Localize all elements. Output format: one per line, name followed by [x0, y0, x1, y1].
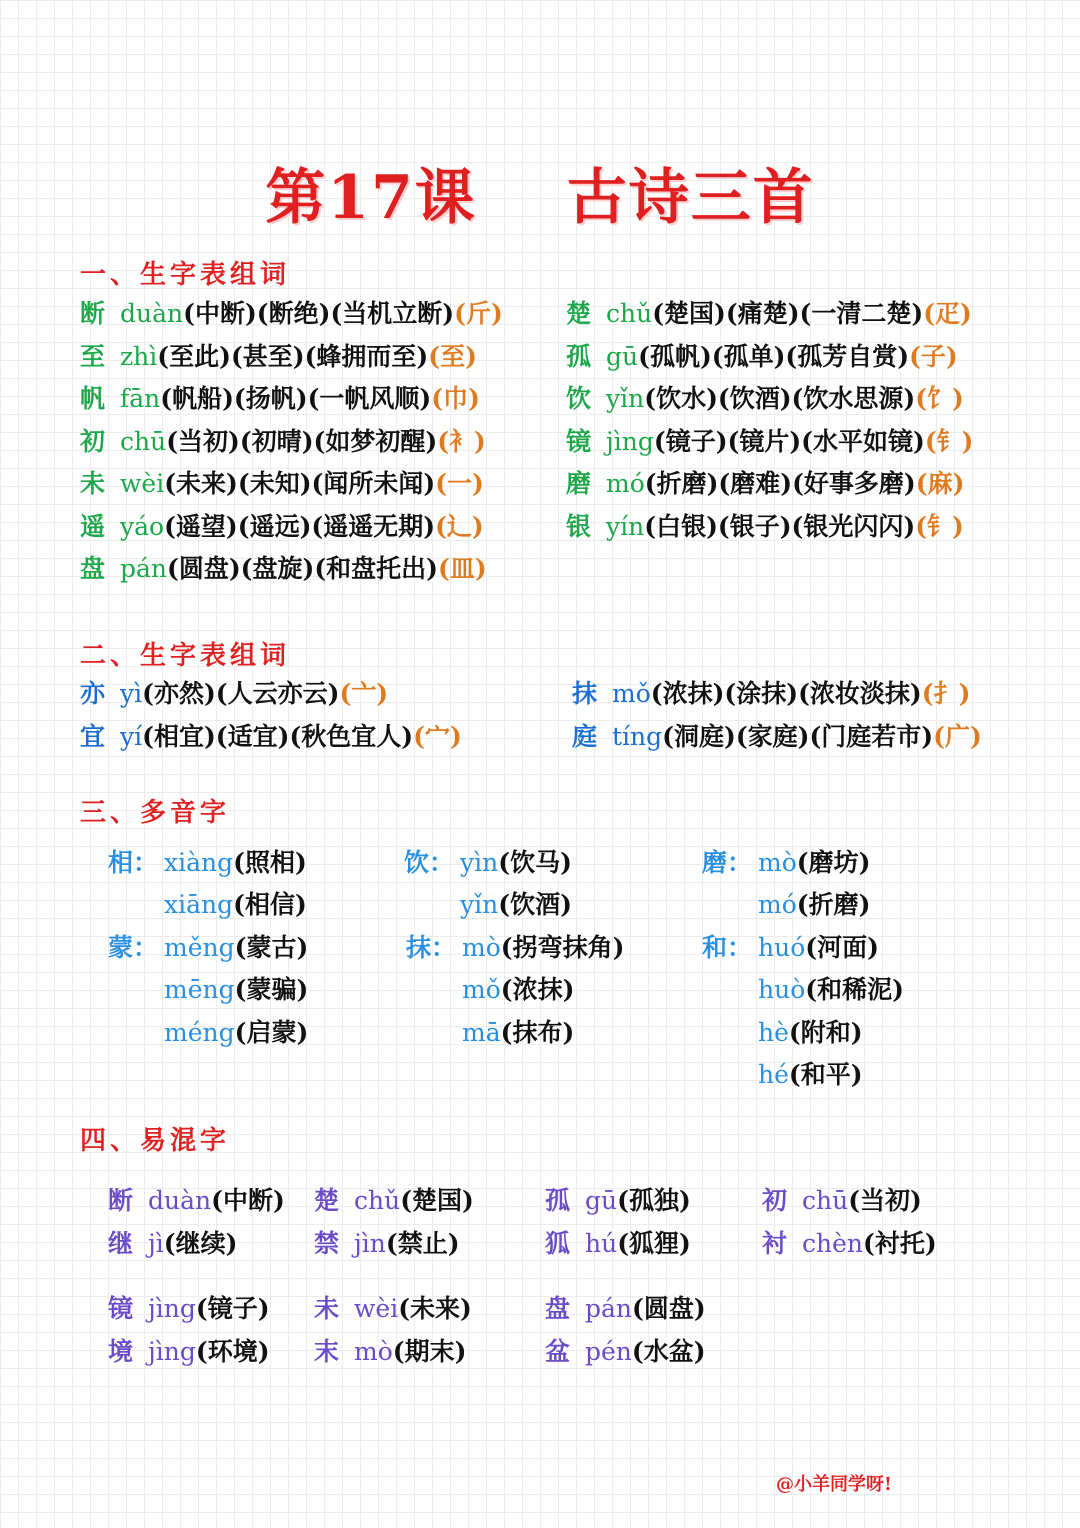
words: (遥望)(遥远)(遥遥无期)	[164, 511, 436, 541]
radical: (钅)	[924, 426, 974, 456]
pinyin: hú	[585, 1228, 618, 1258]
pinyin: yí	[120, 721, 143, 751]
pinyin: měng	[164, 933, 235, 962]
pinyin: yǐn	[460, 890, 499, 920]
word: (磨坊)	[796, 848, 871, 877]
section-3-heading: 三、多音字	[80, 798, 231, 828]
word: (照相)	[233, 848, 307, 877]
section-1-heading: 一、生字表组词	[80, 260, 291, 290]
section-4-heading: 四、易混字	[80, 1126, 231, 1156]
pinyin: jì	[148, 1228, 164, 1258]
confusable-row	[762, 1223, 937, 1265]
pinyin: fān	[120, 384, 161, 413]
word-row	[566, 506, 964, 548]
pinyin: jìng	[148, 1294, 196, 1323]
char: 狐	[545, 1228, 571, 1258]
words: (白银)(银子)(银光闪闪)	[644, 511, 916, 541]
char: 继	[108, 1228, 134, 1258]
word-row	[80, 421, 486, 463]
word-row	[80, 378, 480, 420]
confusable-row	[545, 1180, 691, 1222]
words: (洞庭)(家庭)(门庭若市)	[662, 721, 934, 751]
char: 帆	[80, 384, 106, 413]
pinyin: mò	[758, 848, 797, 877]
radical: (衤)	[437, 426, 486, 456]
polyphone-label: 相：	[108, 848, 159, 877]
word: (饮马)	[498, 848, 572, 877]
confusable-row	[545, 1331, 706, 1373]
char: 宜	[80, 721, 106, 751]
word-row	[566, 336, 958, 378]
words: (相宜)(适宜)(秋色宜人)	[142, 721, 414, 751]
pinyin: pén	[585, 1336, 632, 1366]
words: (圆盘)(盘旋)(和盘托出)	[167, 554, 438, 583]
pinyin: mò	[354, 1336, 393, 1366]
char: 银	[566, 511, 592, 541]
word: (圆盘)	[632, 1294, 706, 1323]
word: (河面)	[805, 933, 879, 962]
word: (抹布)	[500, 1017, 575, 1047]
pinyin: yǐn	[606, 384, 645, 413]
confusable-row	[314, 1331, 466, 1373]
polyphone-row	[406, 927, 624, 969]
words: (亦然)(人云亦云)	[142, 679, 340, 708]
pinyin: mó	[606, 469, 645, 498]
word: (衬托)	[863, 1228, 937, 1258]
pinyin: chū	[802, 1186, 849, 1215]
polyphone-label: 抹：	[406, 933, 457, 962]
pinyin: mǒ	[612, 679, 651, 708]
polyphone-row	[404, 842, 572, 884]
polyphone-row	[404, 884, 572, 926]
word-row	[80, 716, 462, 758]
radical: (亠)	[339, 679, 389, 708]
word: (中断)	[211, 1186, 285, 1215]
word: (禁止)	[385, 1228, 460, 1258]
confusable-row	[108, 1288, 270, 1330]
words: (至此)(甚至)(蜂拥而至)	[157, 341, 429, 371]
polyphone-label: 和：	[702, 933, 753, 962]
radical: (巾)	[431, 384, 480, 413]
word: (水盆)	[631, 1336, 706, 1366]
word-row	[80, 463, 484, 505]
lesson-number: 第17课	[265, 163, 477, 233]
polyphone-row	[108, 884, 307, 926]
confusable-row	[108, 1180, 285, 1222]
char: 抹	[572, 679, 598, 708]
words: (浓抹)(涂抹)(浓妆淡抹)	[650, 679, 922, 708]
word: (附和)	[788, 1017, 863, 1047]
words: (帆船)(扬帆)(一帆风顺)	[160, 384, 432, 413]
words: (折磨)(磨难)(好事多磨)	[644, 469, 916, 498]
char: 断	[80, 299, 106, 328]
pinyin: gū	[585, 1186, 618, 1215]
words: (未来)(未知)(闻所未闻)	[164, 469, 436, 498]
word-row	[566, 293, 972, 335]
radical: (饣)	[915, 384, 964, 413]
polyphone-row	[406, 1012, 574, 1054]
radical: (广)	[933, 721, 982, 751]
word: (继续)	[163, 1228, 238, 1258]
radical: (宀)	[413, 721, 462, 751]
word-row	[80, 548, 487, 590]
radical: (一)	[435, 469, 484, 498]
pinyin: hè	[758, 1017, 789, 1047]
lesson-name: 古诗三首	[566, 163, 815, 233]
polyphone-row	[702, 927, 879, 969]
word: (蒙骗)	[234, 975, 309, 1005]
polyphone-row	[108, 1012, 308, 1054]
word: (折磨)	[796, 890, 871, 920]
word-row	[80, 506, 484, 548]
char: 断	[108, 1186, 134, 1215]
confusable-row	[108, 1223, 237, 1265]
pinyin: jìng	[148, 1336, 196, 1366]
words: (楚国)(痛楚)(一清二楚)	[652, 299, 924, 328]
pinyin: xiàng	[164, 848, 234, 877]
pinyin: chū	[120, 426, 167, 456]
pinyin: yín	[606, 511, 645, 541]
word: (启蒙)	[234, 1017, 309, 1047]
radical: (疋)	[923, 299, 972, 328]
pinyin: huó	[758, 933, 806, 962]
pinyin: duàn	[148, 1186, 212, 1215]
pinyin: mò	[462, 933, 501, 962]
pinyin: pán	[120, 554, 168, 583]
pinyin: pán	[585, 1294, 633, 1323]
radical: (皿)	[438, 554, 487, 583]
char: 亦	[80, 679, 106, 708]
confusable-row	[314, 1223, 460, 1265]
pinyin: jìng	[606, 426, 654, 456]
polyphone-row	[702, 1012, 863, 1054]
pinyin: hé	[758, 1059, 789, 1089]
char: 未	[80, 469, 106, 498]
pinyin: wèi	[120, 469, 165, 498]
char: 楚	[566, 299, 592, 328]
char: 未	[314, 1294, 340, 1323]
signature: @小羊同学呀!	[776, 1474, 892, 1495]
char: 至	[80, 341, 106, 371]
char: 初	[762, 1186, 788, 1215]
char: 磨	[566, 469, 592, 498]
pinyin: duàn	[120, 299, 184, 328]
char: 盘	[545, 1294, 571, 1323]
char: 饮	[566, 384, 592, 413]
char: 孤	[566, 341, 592, 371]
char: 镜	[108, 1294, 134, 1323]
confusable-row	[108, 1331, 270, 1373]
char: 庭	[572, 721, 598, 751]
word-row	[80, 336, 477, 378]
char: 初	[80, 426, 106, 456]
char: 遥	[80, 511, 106, 541]
radical: (至)	[428, 341, 477, 371]
char: 镜	[566, 426, 592, 456]
pinyin: xiāng	[164, 890, 234, 920]
pinyin: chèn	[802, 1228, 863, 1258]
polyphone-row	[702, 1054, 863, 1096]
word: (和稀泥)	[805, 975, 904, 1005]
pinyin: huò	[758, 975, 806, 1005]
pinyin: yìn	[460, 848, 499, 877]
char: 楚	[314, 1186, 340, 1215]
word: (未来)	[398, 1294, 472, 1323]
pinyin: yì	[120, 679, 143, 708]
polyphone-row	[702, 842, 870, 884]
polyphone-row	[702, 884, 870, 926]
char: 孤	[545, 1186, 571, 1215]
word-row	[572, 716, 982, 758]
pinyin: zhì	[120, 341, 158, 371]
word: (期末)	[392, 1336, 467, 1366]
word: (狐狸)	[617, 1228, 691, 1258]
polyphone-row	[406, 969, 574, 1011]
radical: (辶)	[435, 511, 484, 541]
confusable-row	[314, 1180, 474, 1222]
word: (环境)	[195, 1336, 270, 1366]
words: (孤帆)(孤单)(孤芳自赏)	[638, 341, 910, 371]
radical: (麻)	[915, 469, 965, 498]
word: (和平)	[788, 1059, 863, 1089]
polyphone-label: 磨：	[702, 848, 753, 877]
pinyin: mā	[462, 1017, 501, 1047]
confusable-row	[314, 1288, 472, 1330]
word: (相信)	[233, 890, 307, 920]
word: (当初)	[848, 1186, 922, 1215]
page-title	[0, 150, 1080, 236]
pinyin: wèi	[354, 1294, 399, 1323]
word-row	[566, 463, 964, 505]
polyphone-row	[702, 969, 904, 1011]
word: (楚国)	[400, 1186, 474, 1215]
pinyin: yáo	[120, 511, 165, 541]
pinyin: mǒ	[462, 975, 501, 1005]
word-row	[566, 378, 964, 420]
pinyin: jìn	[354, 1228, 386, 1258]
word-row	[80, 673, 388, 715]
polyphone-label: 蒙：	[108, 933, 159, 962]
words: (中断)(断绝)(当机立断)	[183, 299, 455, 328]
radical: (斤)	[454, 299, 503, 328]
word: (拐弯抹角)	[500, 933, 625, 962]
char: 境	[108, 1336, 134, 1366]
radical: (子)	[909, 341, 958, 371]
polyphone-row	[108, 842, 307, 884]
char: 禁	[314, 1228, 340, 1258]
pinyin: tíng	[612, 721, 663, 751]
pinyin: chǔ	[606, 299, 653, 328]
word: (浓抹)	[500, 975, 575, 1005]
polyphone-row	[108, 927, 308, 969]
words: (饮水)(饮酒)(饮水思源)	[644, 384, 916, 413]
word-row	[80, 293, 503, 335]
section-2-heading: 二、生字表组词	[80, 641, 291, 671]
radical: (扌)	[921, 679, 971, 708]
char: 衬	[762, 1228, 788, 1258]
radical: (钅)	[915, 511, 964, 541]
word: (蒙古)	[234, 933, 309, 962]
pinyin: mó	[758, 890, 797, 920]
char: 盆	[545, 1336, 571, 1366]
polyphone-row	[108, 969, 308, 1011]
word: (饮酒)	[498, 890, 572, 920]
word: (镜子)	[195, 1294, 270, 1323]
pinyin: gū	[606, 341, 639, 371]
pinyin: mēng	[164, 975, 235, 1005]
confusable-row	[762, 1180, 922, 1222]
char: 末	[314, 1336, 340, 1366]
char: 盘	[80, 554, 106, 583]
word-row	[572, 673, 970, 715]
word-row	[566, 421, 974, 463]
words: (当初)(初晴)(如梦初醒)	[166, 426, 438, 456]
word: (孤独)	[617, 1186, 691, 1215]
pinyin: méng	[164, 1017, 235, 1047]
confusable-row	[545, 1288, 706, 1330]
confusable-row	[545, 1223, 691, 1265]
pinyin: chǔ	[354, 1186, 401, 1215]
words: (镜子)(镜片)(水平如镜)	[653, 426, 925, 456]
polyphone-label: 饮：	[404, 848, 455, 877]
